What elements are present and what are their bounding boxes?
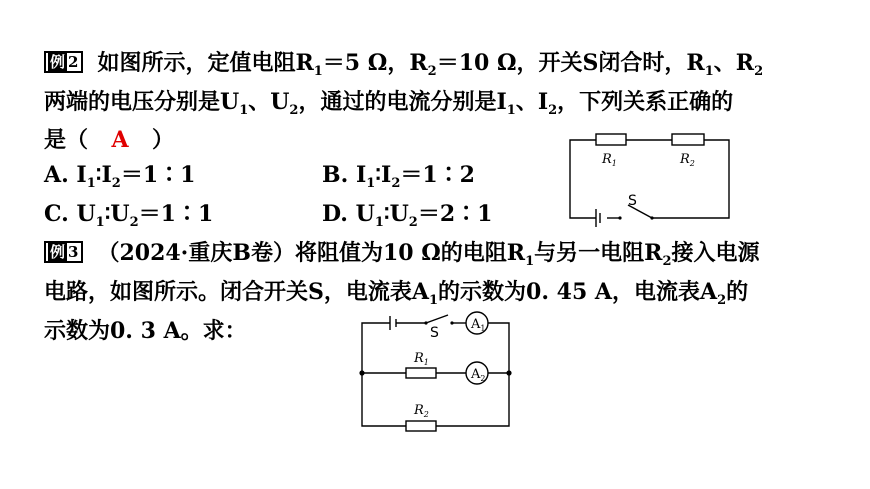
ex2-option-d: D. $U_1∶U_2=2∶1$ [322, 201, 493, 230]
label-r1: $R_1$ [414, 351, 429, 367]
ex3-tag: 例 3 [44, 241, 83, 263]
switch-s [426, 315, 448, 323]
label-a1: $A_1$ [471, 317, 486, 333]
ex2-line-3: 是（ A ） [44, 127, 175, 153]
resistor-r1 [596, 134, 626, 145]
ex3-circuit-diagram [352, 310, 532, 430]
ex2-option-c: C. $U_1∶U_2=1∶1$ [44, 201, 214, 230]
resistor-r2 [672, 134, 704, 145]
circuit-wire [652, 140, 729, 218]
ex2-line-2: 两端的电压分别是$U_1$、$U_2$，通过的电流分别是$I_1$、$I_2$，下列关系正确的 [44, 89, 734, 118]
ex3-line-3: 示数为0. 3 A。求： [44, 318, 247, 344]
label-a2: $A_2$ [471, 367, 486, 383]
label-r2: $R_2$ [414, 403, 429, 419]
ex2-option-a: A. $I_1∶I_2=1∶1$ [44, 162, 196, 191]
label-switch: S [628, 193, 637, 209]
circuit-wire [362, 373, 406, 426]
ex2-option-b: B. $I_1∶I_2=1∶2$ [322, 162, 475, 191]
resistor-r2 [406, 421, 436, 431]
ex2-line-1: 例 2 如图所示，定值电阻$R_1=5$ Ω，$R_2=10$ Ω，开关S闭合时，$R_1$、$R_2$ [44, 48, 763, 78]
label-r2: $R_2$ [680, 152, 695, 168]
ex3-line-2: 电路，如图所示。闭合开关S，电流表$A_1$的示数为0. 45 A，电流表$A_2$的 [44, 279, 749, 308]
battery [596, 209, 600, 227]
label-switch: S [430, 325, 439, 341]
junction-dot [506, 370, 511, 375]
ex3-line-1: 例 3 （2024·重庆B卷）将阻值为10 Ω的电阻$R_1$与另一电阻$R_2$接入电源 [44, 238, 760, 268]
circuit-wire [570, 140, 596, 218]
resistor-r1 [406, 368, 436, 378]
junction-dot [359, 370, 364, 375]
ex2-answer: A [111, 127, 129, 153]
label-r1: $R_1$ [602, 152, 617, 168]
ex2-circuit-diagram [560, 125, 760, 225]
battery [390, 316, 396, 330]
ex2-tag: 例 2 [44, 51, 83, 73]
circuit-wire [362, 323, 390, 373]
